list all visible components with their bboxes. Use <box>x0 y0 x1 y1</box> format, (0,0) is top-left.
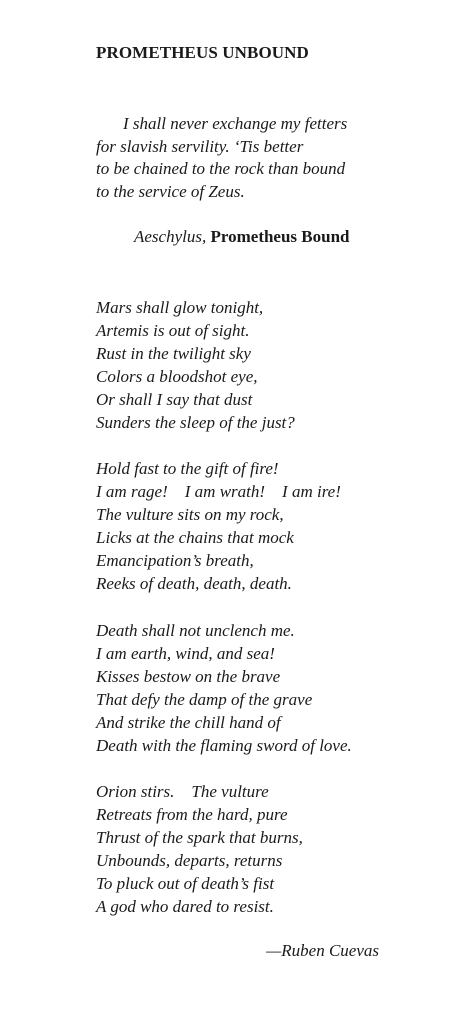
poem-line: Kisses bestow on the brave <box>96 666 281 686</box>
attribution-author: Aeschylus, <box>134 227 207 246</box>
poem-line: Or shall I say that dust <box>96 389 253 409</box>
poem-line: Emancipation’s breath, <box>96 550 254 570</box>
epigraph-line: I shall never exchange my fetters <box>123 114 348 133</box>
epigraph-line: for slavish servility. ‘Tis better <box>96 136 304 156</box>
poem-line: Orion stirs. The vulture <box>96 782 269 801</box>
poem-title: PROMETHEUS UNBOUND <box>96 43 309 62</box>
epigraph <box>96 113 426 204</box>
poem-line: Death shall not unclench me. <box>96 621 295 640</box>
poem-line: Artemis is out of sight. <box>96 320 250 340</box>
poem-line: Mars shall glow tonight, <box>96 298 264 317</box>
poem-line: A god who dared to resist. <box>96 896 274 916</box>
poem-line: Rust in the twilight sky <box>96 343 251 363</box>
poem-line: Unbounds, departs, returns <box>96 850 283 870</box>
poem-line: Colors a bloodshot eye, <box>96 366 258 386</box>
poem-line: Licks at the chains that mock <box>96 527 294 547</box>
poem-line: Thrust of the spark that burns, <box>96 827 303 847</box>
poet-signature: —Ruben Cuevas <box>266 941 379 960</box>
stanza-3 <box>96 620 426 757</box>
poem-line: And strike the chill hand of <box>96 712 281 732</box>
stanza-1 <box>96 297 426 434</box>
epigraph-line: to the service of Zeus. <box>96 182 245 202</box>
poem-line: I am earth, wind, and sea! <box>96 643 275 663</box>
stanza-4 <box>96 781 426 918</box>
epigraph-line: to be chained to the rock than bound <box>96 159 346 179</box>
poem-line: Retreats from the hard, pure <box>96 804 288 824</box>
poem-line: That defy the damp of the grave <box>96 689 313 709</box>
poem-line: The vulture sits on my rock, <box>96 504 284 524</box>
poem-line: Death with the flaming sword of love. <box>96 735 352 755</box>
poem-line: Reeks of death, death, death. <box>96 573 292 593</box>
epigraph-attribution <box>134 227 350 247</box>
poem-line: Hold fast to the gift of fire! <box>96 459 279 478</box>
poem-line: I am rage! I am wrath! I am ire! <box>96 481 341 501</box>
attribution-work: Prometheus Bound <box>210 227 350 246</box>
poem-line: Sunders the sleep of the just? <box>96 412 295 432</box>
poem-line: To pluck out of death’s fist <box>96 873 275 893</box>
stanza-2 <box>96 458 426 595</box>
